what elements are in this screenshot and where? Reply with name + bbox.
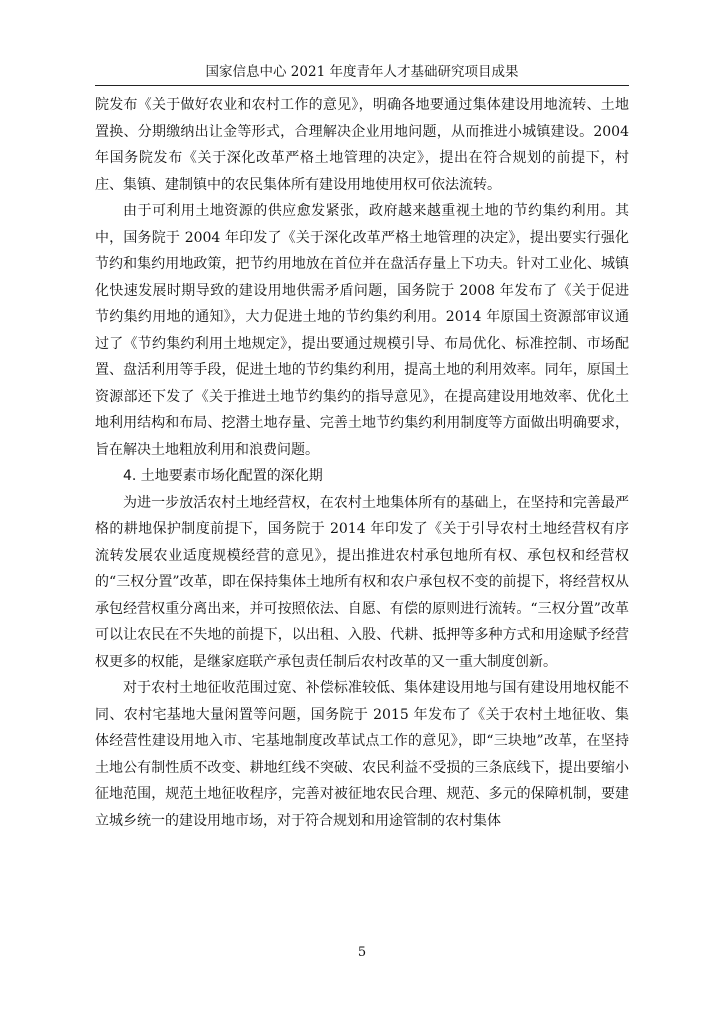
paragraph-1: 院发布《关于做好农业和农村工作的意见》，明确各地要通过集体建设用地流转、土地置换、分期缴纳出让金等形式，合理解决企业用地问题，从而推进小城镇建设。2004 年国务院发布《关于深化改革严格土地管理的决定》，提出在符合规划的前提下，村庄、集镇、建制镇中的农民集体所有建设用地使用权可依法流转。: [95, 97, 629, 193]
running-header: 国家信息中心 2021 年度青年人才基础研究项目成果: [205, 64, 519, 80]
page-number: 5: [357, 945, 367, 960]
body-text: [95, 92, 629, 834]
paragraph-2: 由于可利用土地资源的供应愈发紧张，政府越来越重视土地的节约集约利用。其中，国务院于 2004 年印发了《关于深化改革严格土地管理的决定》，提出要实行强化节约和集约用地政策，把节约用地放在首位并在盘活存量上下功夫。针对工业化、城镇化快速发展时期导致的建设用地供需矛盾问题，国务院于 2008 年发布了《关于促进节约集约用地的通知》，大力促进土地的节约集约利用。2014 年原国土资源部审议通过了《节约集约利用土地规定》，提出要通过规模引导、布局优化、标准控制、市场配置、盘活利用等手段，促进土地的节约集约利用，提高土地的利用效率。同年，原国土资源部还下发了《关于推进土地节约集约的指导意见》，在提高建设用地效率、优化土地利用结构和布局、挖潜土地存量、完善土地节约集约利用制度等方面做出明确要求，旨在解决土地粗放利用和浪费问题。: [95, 203, 629, 458]
section-heading-4: 4. 土地要素市场化配置的深化期: [123, 468, 323, 484]
header-divider: [95, 85, 629, 86]
paragraph-4: 对于农村土地征收范围过宽、补偿标准较低、集体建设用地与国有建设用地权能不同、农村宅基地大量闲置等问题，国务院于 2015 年发布了《关于农村土地征收、集体经营性建设用地入市、宅基地制度改革试点工作的意见》，即“三块地”改革，在坚持土地公有制性质不改变、耕地红线不突破、农民利益不受损的三条底线下，提出要缩小征地范围，规范土地征收程序，完善对被征地农民合理、规范、多元的保障机制，要建立城乡统一的建设用地市场，对于符合规划和用途管制的农村集体: [95, 680, 629, 829]
paragraph-3: 为进一步放活农村土地经营权，在农村土地集体所有的基础上，在坚持和完善最严格的耕地保护制度前提下，国务院于 2014 年印发了《关于引导农村土地经营权有序流转发展农业适度规模经营的意见》，提出推进农村承包地所有权、承包权和经营权的“三权分置”改革，即在保持集体土地所有权和农户承包权不变的前提下，将经营权从承包经营权重分离出来，并可按照依法、自愿、有偿的原则进行流转。“三权分置”改革可以让农民在不失地的前提下，以出租、入股、代耕、抵押等多种方式和用途赋予经营权更多的权能，是继家庭联产承包责任制后农村改革的又一重大制度创新。: [95, 494, 629, 670]
